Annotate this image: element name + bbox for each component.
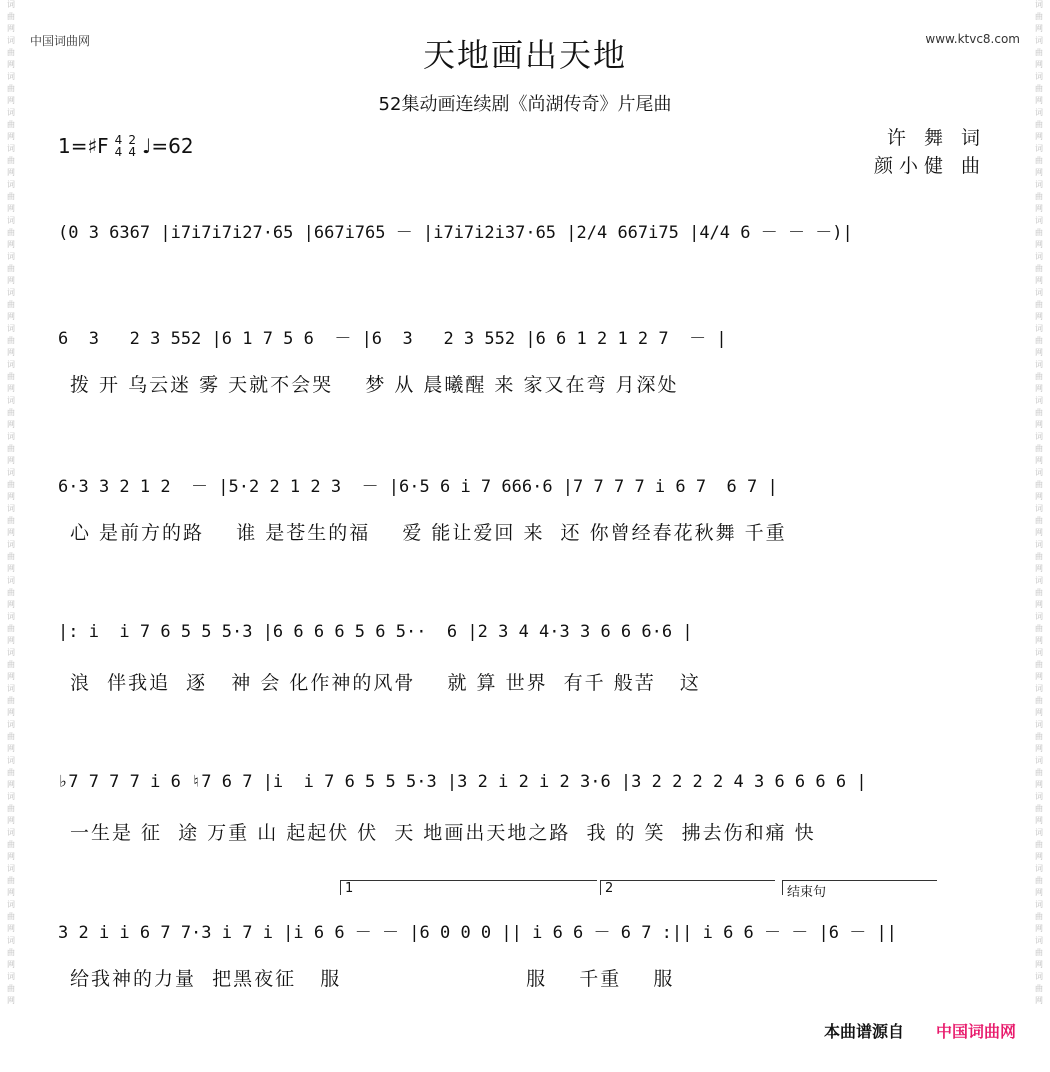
watermark-char: 词 (1035, 504, 1043, 513)
watermark-char: 词 (1035, 432, 1043, 441)
watermark-char: 词 (1035, 864, 1043, 873)
watermark-char: 网 (1035, 204, 1043, 213)
watermark-char: 曲 (7, 516, 15, 525)
watermark-char: 网 (7, 924, 15, 933)
watermark-char: 曲 (7, 84, 15, 93)
watermark-char: 曲 (7, 372, 15, 381)
credits (874, 124, 986, 180)
watermark-char: 词 (1035, 72, 1043, 81)
watermark-char: 曲 (7, 660, 15, 669)
watermark-char: 词 (7, 216, 15, 225)
watermark-char: 词 (7, 972, 15, 981)
watermark-char: 网 (1035, 924, 1043, 933)
composer: 颜小健 曲 (873, 155, 986, 177)
watermark-site-left: 中国词曲网 (30, 34, 91, 48)
watermark-char: 网 (7, 492, 15, 501)
watermark-char: 词 (7, 792, 15, 801)
key-signature: 1=♯F (58, 134, 109, 158)
time-sig-2-den: 4 (128, 145, 136, 159)
watermark-char: 词 (1035, 324, 1043, 333)
score-line-2-lyrics: 拨 开 乌云迷 雾 天就不会哭 梦 从 晨曦醒 来 家又在弯 月深处 (70, 374, 679, 396)
watermark-char: 曲 (7, 768, 15, 777)
watermark-char: 网 (1035, 744, 1043, 753)
watermark-char: 曲 (1035, 552, 1043, 561)
side-watermark-left (4, 0, 18, 1072)
watermark-char: 网 (7, 24, 15, 33)
watermark-char: 网 (1035, 384, 1043, 393)
watermark-char: 网 (1035, 312, 1043, 321)
watermark-char: 网 (7, 600, 15, 609)
score-line-4-lyrics: 浪 伴我追 逐 神 会 化作神的风骨 就 算 世界 有千 般苦 这 (70, 672, 701, 694)
watermark-char: 词 (1035, 144, 1043, 153)
watermark-char: 曲 (1035, 660, 1043, 669)
watermark-char: 曲 (1035, 300, 1043, 309)
watermark-char: 词 (7, 144, 15, 153)
watermark-char: 词 (7, 324, 15, 333)
watermark-char: 网 (7, 960, 15, 969)
watermark-char: 词 (7, 0, 15, 9)
watermark-char: 曲 (1035, 912, 1043, 921)
watermark-char: 网 (7, 384, 15, 393)
watermark-char: 网 (1035, 96, 1043, 105)
watermark-char: 词 (1035, 0, 1043, 9)
watermark-char: 词 (7, 360, 15, 369)
tempo-marking: ♩=62 (141, 134, 194, 158)
watermark-char: 词 (7, 108, 15, 117)
watermark-char: 网 (7, 996, 15, 1005)
watermark-char: 网 (1035, 456, 1043, 465)
watermark-char: 词 (1035, 900, 1043, 909)
watermark-char: 网 (1035, 420, 1043, 429)
watermark-char: 网 (1035, 492, 1043, 501)
watermark-char: 曲 (7, 336, 15, 345)
score-line-2-notes: 6 3 2 3 552 |6 1 7 5 6 － |6 3 2 3 552 |6 6 1 2 1 2 7 － | (58, 329, 727, 349)
watermark-char: 网 (1035, 600, 1043, 609)
watermark-char: 曲 (1035, 480, 1043, 489)
watermark-char: 词 (1035, 648, 1043, 657)
watermark-char: 网 (1035, 780, 1043, 789)
watermark-char: 曲 (1035, 588, 1043, 597)
watermark-char: 网 (1035, 528, 1043, 537)
watermark-char: 曲 (1035, 696, 1043, 705)
watermark-char: 词 (1035, 288, 1043, 297)
watermark-char: 曲 (1035, 984, 1043, 993)
watermark-char: 网 (1035, 816, 1043, 825)
watermark-char: 网 (7, 420, 15, 429)
watermark-char: 词 (7, 576, 15, 585)
watermark-char: 曲 (7, 696, 15, 705)
watermark-char: 网 (7, 636, 15, 645)
watermark-char: 网 (7, 204, 15, 213)
watermark-char: 词 (7, 648, 15, 657)
watermark-char: 网 (1035, 24, 1043, 33)
watermark-char: 词 (7, 828, 15, 837)
score-line-5-notes: ♭7 7 7 7 i 6 ♮7 6 7 |i i 7 6 5 5 5·3 |3 2 i 2 i 2 3·6 |3 2 2 2 2 4 3 6 6 6 6 | (58, 772, 867, 792)
watermark-char: 词 (1035, 468, 1043, 477)
watermark-char: 曲 (7, 840, 15, 849)
watermark-char: 网 (7, 708, 15, 717)
watermark-char: 曲 (1035, 624, 1043, 633)
watermark-char: 网 (7, 276, 15, 285)
side-watermark-right (1032, 0, 1046, 1072)
watermark-char: 词 (1035, 540, 1043, 549)
watermark-char: 曲 (1035, 732, 1043, 741)
watermark-char: 词 (1035, 216, 1043, 225)
watermark-char: 网 (7, 528, 15, 537)
watermark-char: 网 (7, 816, 15, 825)
watermark-char: 网 (7, 312, 15, 321)
key-signature-block (58, 134, 194, 158)
watermark-char: 曲 (7, 804, 15, 813)
score-line-3-lyrics: 心 是前方的路 谁 是苍生的福 爱 能让爱回 来 还 你曾经春花秋舞 千重 (70, 522, 787, 544)
time-sig-2-num: 2 (128, 133, 136, 147)
watermark-char: 曲 (7, 48, 15, 57)
time-signature-2 (128, 134, 136, 158)
watermark-char: 网 (1035, 276, 1043, 285)
watermark-char: 曲 (1035, 372, 1043, 381)
volta-2: 2 (600, 880, 775, 895)
watermark-char: 网 (1035, 996, 1043, 1005)
watermark-char: 曲 (1035, 408, 1043, 417)
watermark-char: 曲 (7, 12, 15, 21)
watermark-char: 曲 (1035, 804, 1043, 813)
volta-1: 1 (340, 880, 597, 895)
watermark-char: 曲 (1035, 876, 1043, 885)
watermark-char: 曲 (7, 912, 15, 921)
score-line-6-lyrics: 给我神的力量 把黑夜征 服 服 千重 服 (70, 968, 675, 990)
watermark-char: 曲 (7, 624, 15, 633)
watermark-char: 词 (1035, 180, 1043, 189)
score-line-3-notes: 6·3 3 2 1 2 － |5·2 2 1 2 3 － |6·5 6 i 7 666·6 |7 7 7 7 i 6 7 6 7 | (58, 477, 778, 497)
watermark-char: 词 (1035, 108, 1043, 117)
watermark-char: 曲 (7, 228, 15, 237)
watermark-char: 词 (7, 180, 15, 189)
watermark-char: 词 (1035, 576, 1043, 585)
watermark-char: 曲 (7, 444, 15, 453)
watermark-char: 曲 (7, 588, 15, 597)
watermark-char: 曲 (7, 300, 15, 309)
time-sig-1-num: 4 (114, 133, 123, 147)
footer-site-link[interactable]: 中国词曲网 (935, 1022, 1016, 1041)
watermark-char: 词 (7, 288, 15, 297)
watermark-char: 网 (7, 780, 15, 789)
watermark-char: 词 (7, 540, 15, 549)
watermark-char: 词 (7, 252, 15, 261)
watermark-char: 词 (1035, 360, 1043, 369)
watermark-char: 曲 (1035, 84, 1043, 93)
watermark-char: 词 (1035, 684, 1043, 693)
watermark-char: 曲 (1035, 156, 1043, 165)
watermark-char: 网 (1035, 564, 1043, 573)
score-line-5-lyrics: 一生是 征 途 万重 山 起起伏 伏 天 地画出天地之路 我 的 笑 拂去伤和痛 快 (70, 822, 816, 844)
watermark-char: 曲 (7, 876, 15, 885)
watermark-char: 曲 (1035, 444, 1043, 453)
watermark-char: 词 (1035, 396, 1043, 405)
watermark-char: 网 (1035, 960, 1043, 969)
watermark-char: 词 (1035, 828, 1043, 837)
watermark-char: 曲 (1035, 948, 1043, 957)
watermark-char: 词 (7, 900, 15, 909)
watermark-char: 词 (1035, 612, 1043, 621)
watermark-char: 网 (1035, 60, 1043, 69)
watermark-char: 网 (7, 564, 15, 573)
watermark-char: 词 (7, 36, 15, 45)
watermark-char: 曲 (1035, 192, 1043, 201)
watermark-char: 词 (1035, 792, 1043, 801)
score-line-4-notes: |: i i 7 6 5 5 5·3 |6 6 6 6 5 6 5·· 6 |2 3 4 4·3 3 6 6 6·6 | (58, 622, 693, 642)
watermark-char: 词 (7, 504, 15, 513)
watermark-char: 曲 (7, 948, 15, 957)
watermark-char: 词 (1035, 252, 1043, 261)
watermark-char: 网 (1035, 168, 1043, 177)
watermark-char: 网 (7, 132, 15, 141)
watermark-char: 词 (7, 936, 15, 945)
watermark-char: 词 (1035, 756, 1043, 765)
watermark-char: 网 (1035, 132, 1043, 141)
watermark-char: 词 (7, 468, 15, 477)
watermark-char: 曲 (1035, 228, 1043, 237)
watermark-char: 词 (7, 864, 15, 873)
footer-source-label: 本曲谱源自 (823, 1022, 904, 1041)
time-sig-1-den: 4 (114, 145, 123, 159)
watermark-char: 曲 (7, 480, 15, 489)
watermark-char: 词 (7, 720, 15, 729)
watermark-char: 网 (7, 348, 15, 357)
watermark-char: 网 (7, 168, 15, 177)
watermark-char: 词 (7, 756, 15, 765)
watermark-char: 曲 (1035, 840, 1043, 849)
watermark-char: 词 (1035, 720, 1043, 729)
watermark-char: 词 (1035, 36, 1043, 45)
song-subtitle: 52集动画连续剧《尚湖传奇》片尾曲 (378, 94, 672, 115)
watermark-char: 网 (7, 456, 15, 465)
watermark-char: 曲 (7, 156, 15, 165)
volta-end: 结束句 (782, 880, 937, 895)
watermark-char: 网 (7, 60, 15, 69)
watermark-char: 词 (7, 396, 15, 405)
watermark-char: 网 (7, 672, 15, 681)
watermark-char: 曲 (1035, 12, 1043, 21)
watermark-char: 曲 (7, 552, 15, 561)
watermark-char: 曲 (1035, 120, 1043, 129)
watermark-char: 曲 (7, 984, 15, 993)
watermark-char: 网 (7, 888, 15, 897)
watermark-char: 网 (7, 744, 15, 753)
watermark-char: 网 (1035, 888, 1043, 897)
watermark-char: 曲 (7, 408, 15, 417)
watermark-char: 网 (7, 96, 15, 105)
watermark-char: 曲 (1035, 768, 1043, 777)
lyricist: 许 舞 词 (886, 127, 986, 149)
watermark-char: 曲 (7, 192, 15, 201)
song-title: 天地画出天地 (422, 36, 627, 74)
watermark-site-right: www.ktvc8.com (925, 32, 1020, 46)
watermark-char: 网 (1035, 636, 1043, 645)
score-line-6-notes: 3 2 i i 6 7 7·3 i 7 i |i 6 6 － － |6 0 0 0 || i 6 6 － 6 7 :|| i 6 6 － － |6 － || (58, 923, 897, 943)
watermark-char: 网 (1035, 708, 1043, 717)
watermark-char: 曲 (1035, 516, 1043, 525)
watermark-char: 网 (7, 852, 15, 861)
watermark-char: 曲 (1035, 264, 1043, 273)
time-signature-1 (115, 134, 123, 158)
watermark-char: 词 (1035, 936, 1043, 945)
watermark-char: 网 (1035, 672, 1043, 681)
score-line-1-notes: (0 3 6367 |i7i7i7i27·65 |667i765 － |i7i7i2i37·65 |2/4 667i75 |4/4 6 － － －)| (58, 223, 853, 243)
watermark-char: 曲 (7, 120, 15, 129)
watermark-char: 词 (7, 72, 15, 81)
watermark-char: 词 (7, 684, 15, 693)
watermark-char: 曲 (1035, 336, 1043, 345)
watermark-char: 网 (1035, 852, 1043, 861)
watermark-char: 网 (1035, 348, 1043, 357)
watermark-char: 词 (1035, 972, 1043, 981)
watermark-char: 曲 (7, 264, 15, 273)
watermark-char: 网 (1035, 240, 1043, 249)
watermark-char: 词 (7, 612, 15, 621)
watermark-char: 曲 (7, 732, 15, 741)
watermark-char: 网 (7, 240, 15, 249)
watermark-char: 曲 (1035, 48, 1043, 57)
watermark-char: 词 (7, 432, 15, 441)
